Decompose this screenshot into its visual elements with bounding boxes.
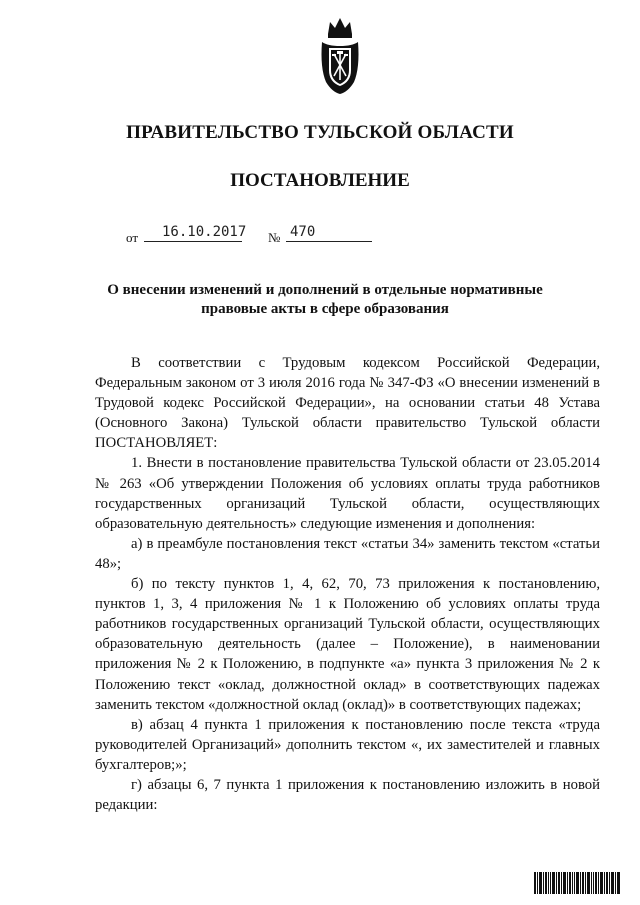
document-type: ПОСТАНОВЛЕНИЕ	[230, 170, 410, 191]
tula-coat-of-arms-icon	[318, 14, 362, 96]
number-underline	[286, 241, 372, 242]
paragraph-subitem-v: в) абзац 4 пункта 1 приложения к постановлению после текста «труда руководителей Организаций» дополнить текстом «, их заместителей и главных бухгалтеров;»;	[95, 716, 600, 773]
paragraph-subitem-g: г) абзацы 6, 7 пункта 1 приложения к постановлению изложить в новой редакции:	[95, 776, 600, 814]
date-underline	[144, 241, 242, 242]
document-subject	[90, 281, 560, 319]
paragraph-preamble: В соответствии с Трудовым кодексом Российской Федерации, Федеральным законом от 3 июля 2016 года № 347-ФЗ «О внесении изменений в Трудовой кодекс Российской Федерации», на основании статьи 48 Устава (Основного Закона) Тульской области правительство Тульской области ПОСТАНОВЛЯЕТ:	[95, 355, 600, 452]
number-label: №	[268, 230, 281, 245]
government-title: ПРАВИТЕЛЬСТВО ТУЛЬСКОЙ ОБЛАСТИ	[126, 122, 514, 143]
paragraph-subitem-b: б) по тексту пунктов 1, 4, 62, 70, 73 приложения к постановлению, пунктов 1, 3, 4 приложения № 1 к Положению об условиях оплаты труда работников государственных организаций Тульской области, осуществляющих образовательную деятельность (далее – Положение), в наименовании приложения № 2 к Положению, в подпункте «а» пункта 3 приложения № 2 к Положению текст «оклад, должностной оклад» в соответствующих падежах заменить текстом «должностной оклад (оклад)» в соответствующих падежах;	[95, 576, 600, 713]
document-number: 470	[290, 224, 316, 240]
paragraph-subitem-a: а) в преамбуле постановления текст «статьи 34» заменить текстом «статьи 48»;	[95, 535, 600, 572]
document-meta	[126, 224, 386, 244]
subject-line-2: правовые акты в сфере образования	[201, 301, 449, 317]
subject-line-1: О внесении изменений и дополнений в отдельные нормативные	[107, 282, 543, 298]
date-label: от	[126, 230, 139, 245]
document-body	[95, 353, 600, 815]
paragraph-item-1: 1. Внести в постановление правительства Тульской области от 23.05.2014 № 263 «Об утверждении Положения об условиях оплаты труда работников государственных организаций Тульской области, осуществляющих образовательную деятельность» следующие изменения и дополнения:	[95, 455, 600, 532]
document-date: 16.10.2017	[162, 224, 247, 240]
barcode-icon	[534, 872, 620, 894]
